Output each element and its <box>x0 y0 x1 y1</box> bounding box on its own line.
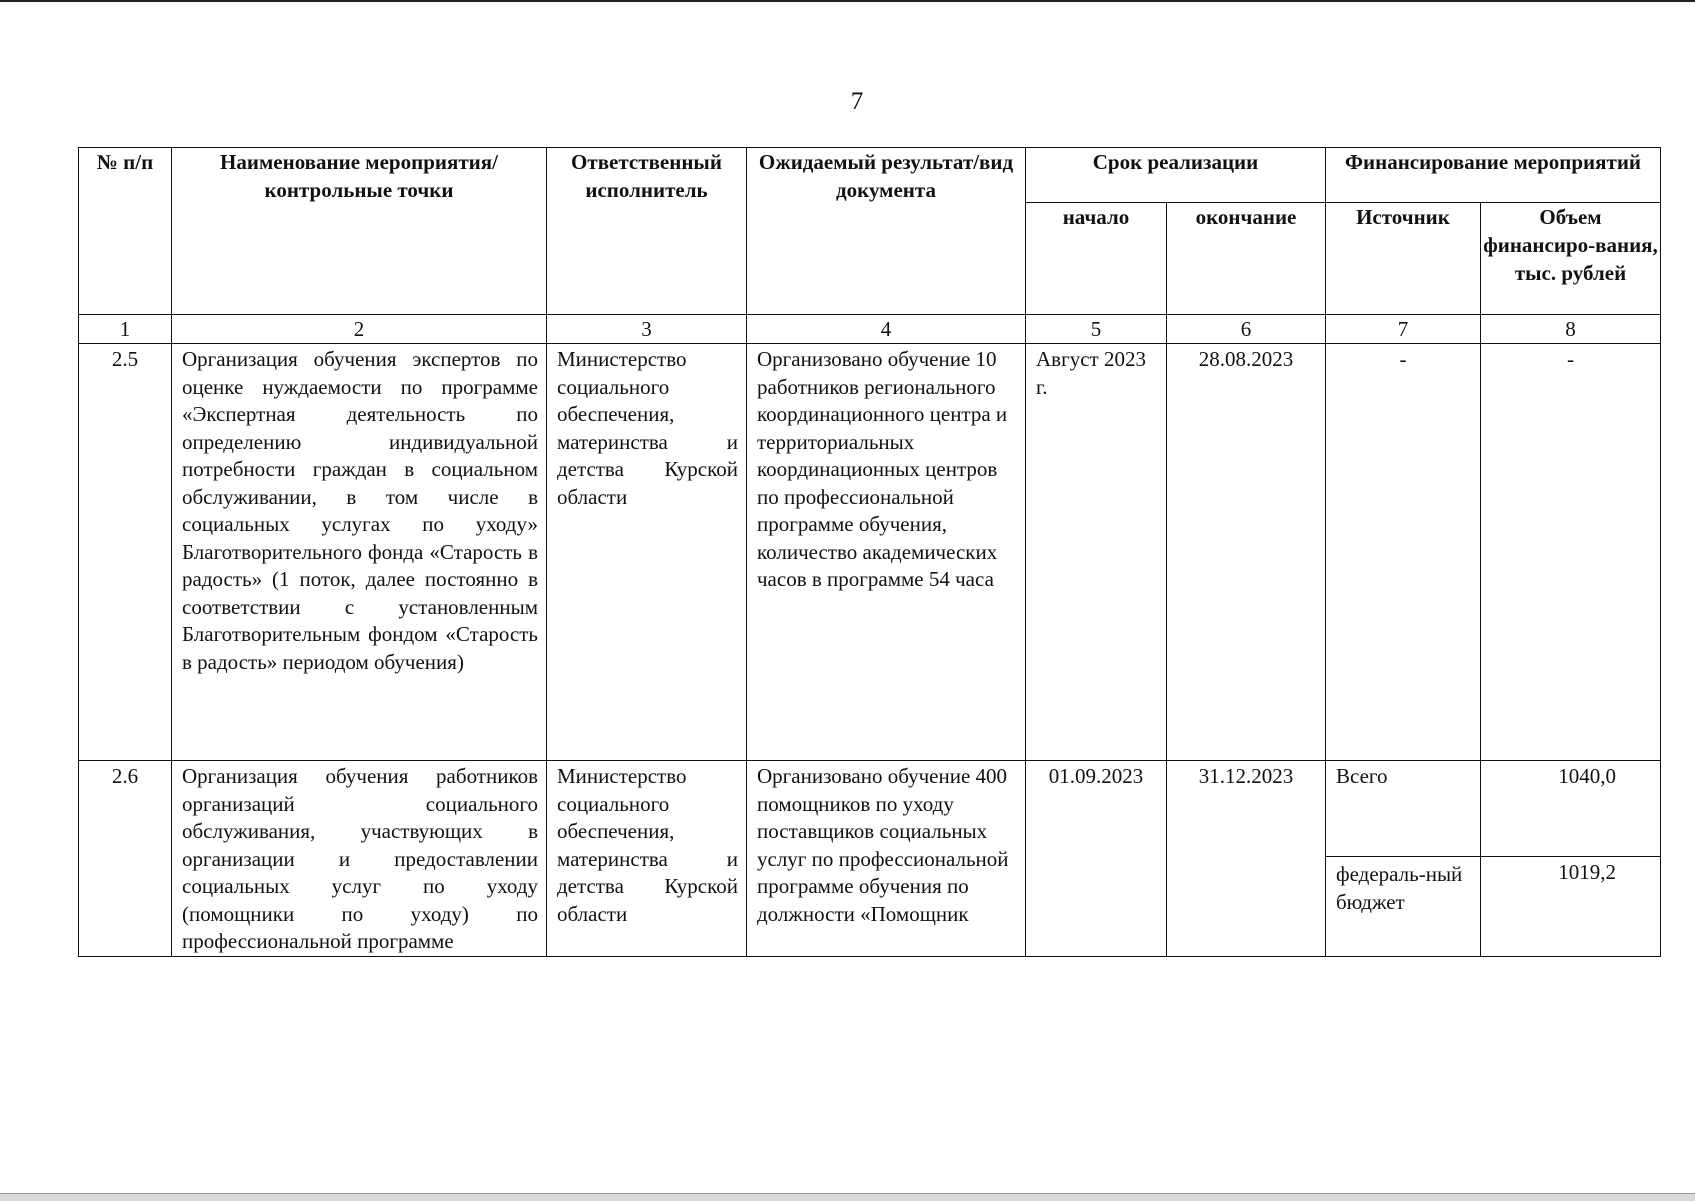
header-financing: Финансирование мероприятий <box>1326 148 1661 203</box>
header-start: начало <box>1026 203 1167 315</box>
column-number: 3 <box>547 315 747 344</box>
column-number: 2 <box>172 315 547 344</box>
header-end: окончание <box>1167 203 1326 315</box>
expected-result: Организовано обучение 10 работников регионального координационного центра и территориальных координационных центров по профессиональной программе обучения, количество академических часов в программе 54 часа <box>747 344 1026 761</box>
expected-result: Организовано обучение 400 помощников по уходу поставщиков социальных услуг по профессиональной программе обучения по должности «Помощник <box>747 761 1026 957</box>
column-number: 1 <box>79 315 172 344</box>
column-number: 8 <box>1481 315 1661 344</box>
action-plan-table <box>78 147 1661 957</box>
end-date: 28.08.2023 <box>1167 344 1326 761</box>
page-number: 7 <box>850 88 864 115</box>
header-result: Ожидаемый результат/вид документа <box>747 148 1026 315</box>
funding-source: федераль-ный бюджет <box>1326 857 1481 957</box>
start-date: Август 2023 г. <box>1026 344 1167 761</box>
scan-border-top <box>0 0 1695 2</box>
table-row <box>79 761 1661 857</box>
header-name: Наименование мероприятия/ контрольные точки <box>172 148 547 315</box>
row-number: 2.6 <box>79 761 172 957</box>
responsible-executor: Министерство социального обеспечения, материнства и детства Курской области <box>547 761 747 957</box>
funding-volume: 1040,0 <box>1481 761 1661 857</box>
funding-source: Всего <box>1326 761 1481 857</box>
responsible-executor: Министерство социального обеспечения, материнства и детства Курской области <box>547 344 747 761</box>
start-date: 01.09.2023 <box>1026 761 1167 957</box>
header-source: Источник <box>1326 203 1481 315</box>
funding-volume: - <box>1481 344 1661 761</box>
table-row <box>79 344 1661 761</box>
column-number: 7 <box>1326 315 1481 344</box>
header-no: № п/п <box>79 148 172 315</box>
header-executor: Ответственный исполнитель <box>547 148 747 315</box>
funding-volume: 1019,2 <box>1481 857 1661 957</box>
header-volume: Объем финансиро-вания, тыс. рублей <box>1481 203 1661 315</box>
end-date: 31.12.2023 <box>1167 761 1326 957</box>
activity-name: Организация обучения работников организаций социального обслуживания, участвующих в организации и предоставлении социальных услуг по уходу (помощники по уходу) по профессиональной программе <box>172 761 547 957</box>
activity-name: Организация обучения экспертов по оценке нуждаемости по программе «Экспертная деятельность по определению индивидуальной потребности граждан в социальном обслуживании, в том числе в социальных услугах по уходу» Благотворительного фонда «Старость в радость» (1 поток, далее постоянно в соответствии с установленным Благотворительным фондом «Старость в радость» периодом обучения) <box>172 344 547 761</box>
row-number: 2.5 <box>79 344 172 761</box>
funding-source: - <box>1326 344 1481 761</box>
header-period: Срок реализации <box>1026 148 1326 203</box>
column-number: 4 <box>747 315 1026 344</box>
column-number: 6 <box>1167 315 1326 344</box>
column-numbers-row <box>79 315 1661 344</box>
column-number: 5 <box>1026 315 1167 344</box>
